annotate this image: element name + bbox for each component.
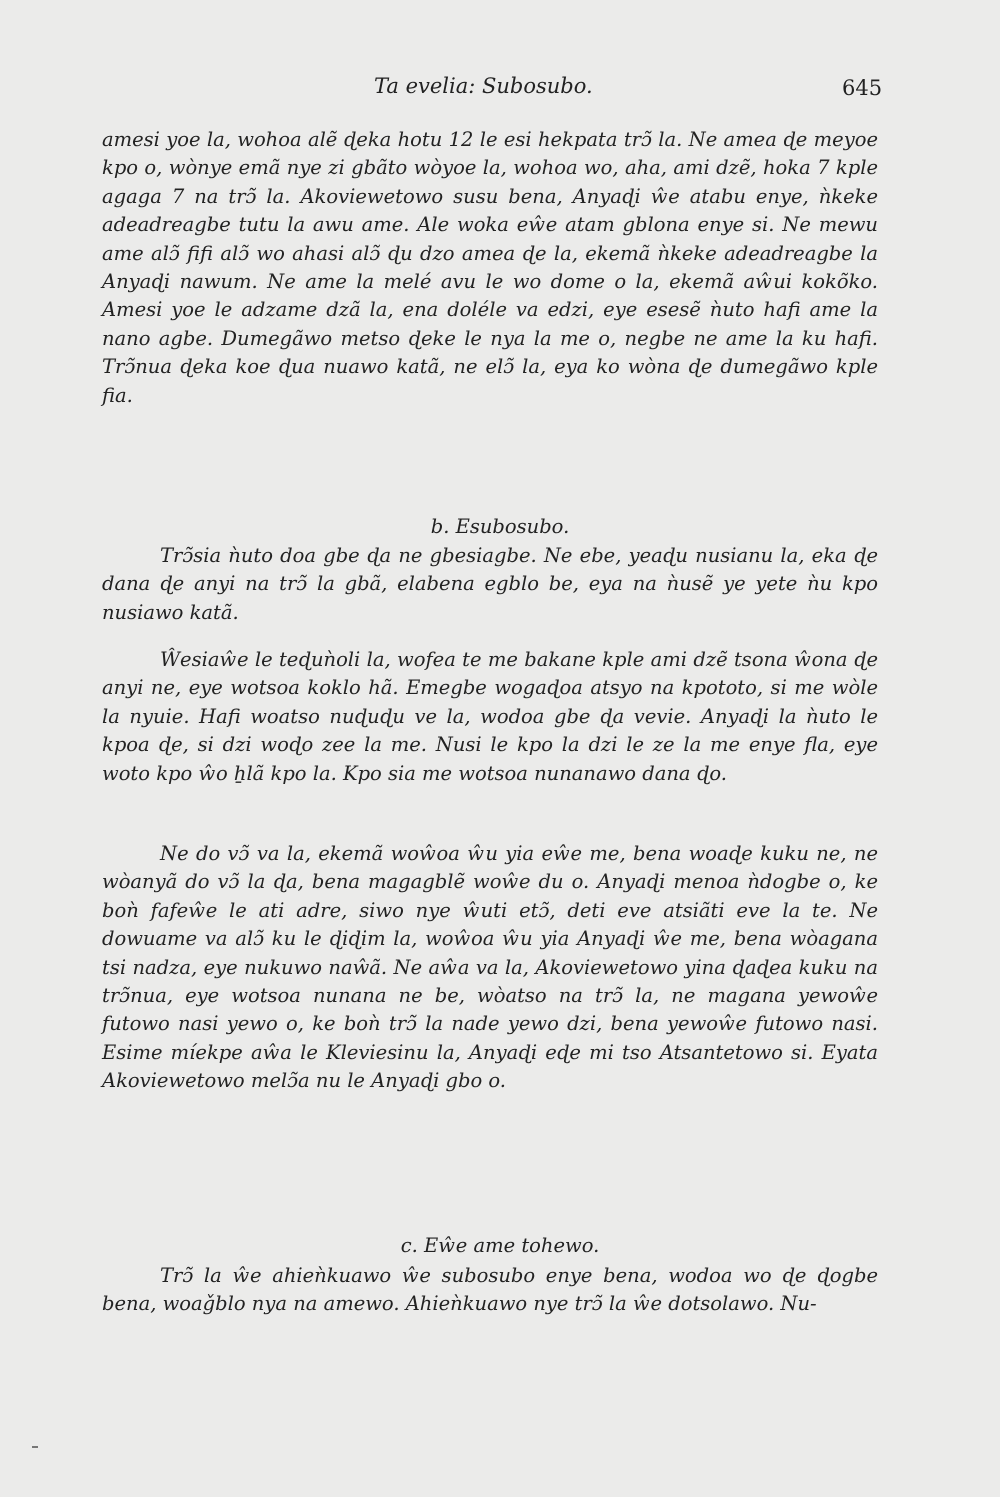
paragraph-4: Ne do vɔ̃ va la, ekemã woŵoa ŵu yia eŵe me, bena woaɖe kuku ne, ne wòanyã do vɔ̃ la ɖa, bena magagblẽ woŵe du o. Anyaɖi menoa ǹdogbe o, ke boǹ fafeŵe le ati adre, siwo nye ŵuti etɔ̃, deti eve atsiãti eve la te. Ne dowuame va alɔ̃ ku le ɖiɖim la, woŵoa ŵu yia Anyaɖi ŵe me, bena wòagana tsi nadza, eye nukuwo naŵã. Ne aŵa va la, Akoviewetowo yina ɖaɖea kuku na trɔ̃nua, eye wotsoa nunana ne be, wòatso na trɔ̃ la, ne magana yewoŵe futowo nasi yewo o, ke boǹ trɔ̃ la nade yewo dzi, bena yewoŵe futowo nasi. Esime míekpe aŵa le Kleviesinu la, Anyaɖi eɖe mi tso Atsantetowo si. Eyata Akoviewetowo melɔ̃a nu le Anyaɖi gbo o.	[102, 842, 878, 1093]
page-number: 645	[842, 76, 883, 100]
paragraph-3: Ŵesiaŵe le teɖuǹoli la, wofea te me bakane kple ami dzẽ tsona ŵona ɖe anyi ne, eye wotsoa koklo hã. Emegbe wogaɖoa atsyo na kpototo, si me wòle la nyuie. Hafi woatso nuɖuɖu ve la, wodoa gbe ɖa vevie. Anyaɖi la ǹuto le kpoa ɖe, si dzi woɖo zee la me. Nusi le kpo la dzi le ze la me enye fla, eye woto kpo ŵo ẖlã kpo la. Kpo sia me wotsoa nunanawo dana ɖo.	[102, 648, 878, 785]
margin-mark	[32, 1446, 38, 1448]
running-title: Ta evelia: Subosubo.	[374, 74, 593, 98]
section-heading-b: b. Esubosubo.	[430, 515, 570, 538]
running-head	[0, 74, 1000, 104]
paragraph-2: Trɔ̃sia ǹuto doa gbe ɖa ne gbesiagbe. Ne ebe, yeaɖu nusianu la, eka ɖe dana ɖe anyi na trɔ̃ la gbã, elabena egblo be, eya na ǹusẽ ye yete ǹu kpo nusiawo katã.	[102, 544, 878, 624]
paragraph-1: amesi yoe la, wohoa alẽ ɖeka hotu 12 le esi hekpata trɔ̃ la. Ne amea ɖe meyoe kpo o, wònye emã nye zi gbãto wòyoe la, wohoa wo, aha, ami dzẽ, hoka 7 kple agaga 7 na trɔ̃ la. Akoviewetowo susu bena, Anyaɖi ŵe atabu enye, ǹkeke adeadreagbe tutu la awu ame. Ale woka eŵe atam gblona enye si. Ne mewu ame alɔ̃ fifi alɔ̃ wo ahasi alɔ̃ ɖu dzo amea ɖe la, ekemã ǹkeke adeadreagbe la Anyaɖi nawum. Ne ame la melé avu le wo dome o la, ekemã aŵui kokõko. Amesi yoe le adzame dzã la, ena doléle va edzi, eye esesẽ ǹuto hafi ame la nano agbe. Dumegãwo metso ɖeke le nya la me o, negbe ne ame la ku hafi. Trɔ̃nua ɖeka koe ɖua nuawo katã, ne elɔ̃ la, eya ko wòna ɖe dumegãwo kple fia.	[102, 128, 878, 407]
paragraph-5: Trɔ̃ la ŵe ahieǹkuawo ŵe subosubo enye bena, wodoa wo ɖe ɖogbe bena, woaǧblo nya na amewo. Ahieǹkuawo nye trɔ̃ la ŵe dotsolawo. Nu-	[102, 1264, 878, 1316]
section-heading-c: c. Eŵe ame tohewo.	[400, 1234, 600, 1257]
